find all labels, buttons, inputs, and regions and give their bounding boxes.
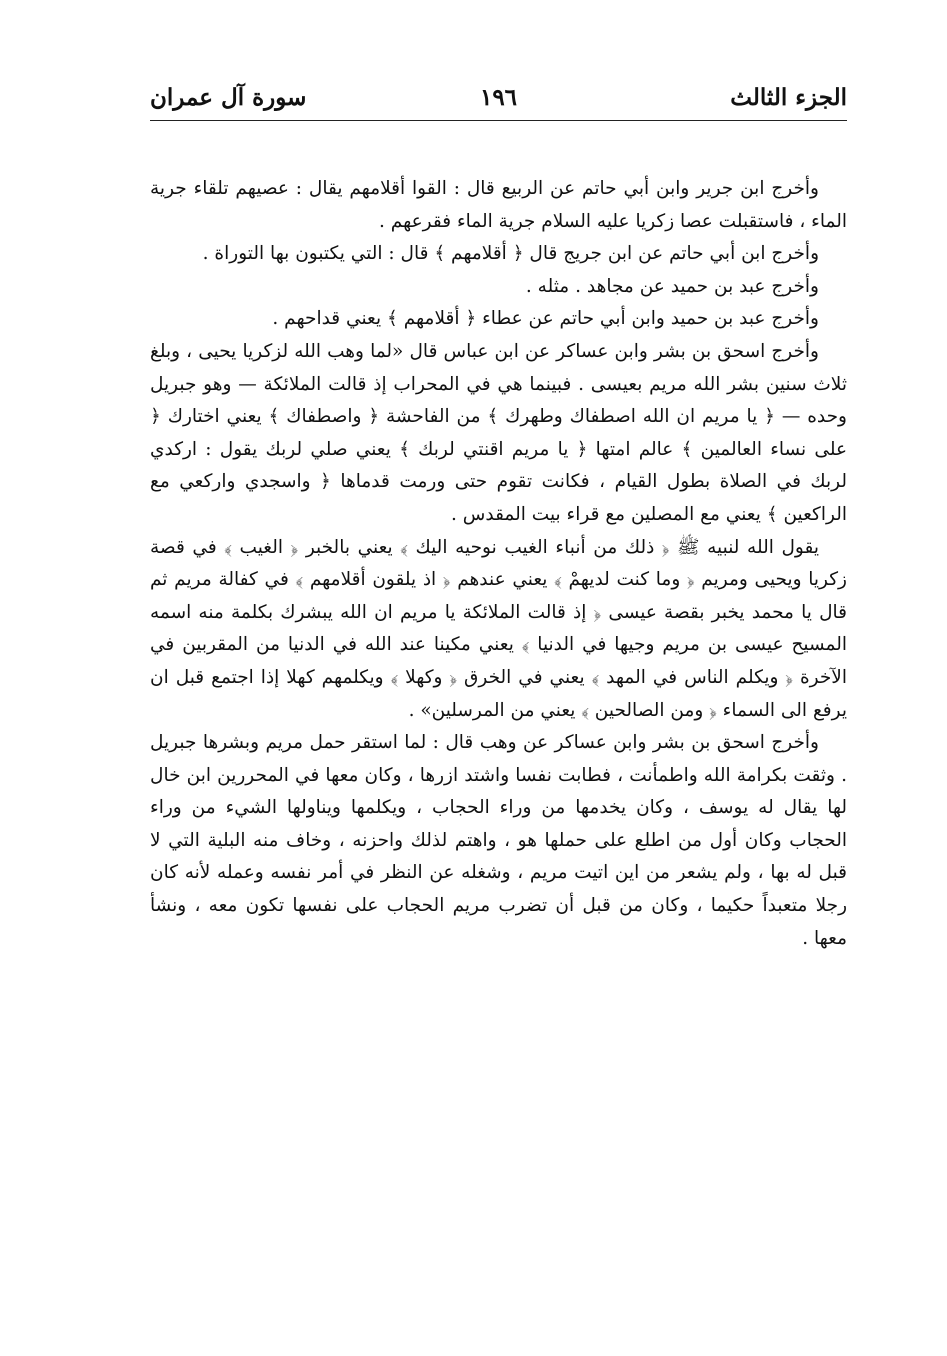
paragraph: وأخرج اسحق بن بشر وابن عساكر عن ابن عباس قال «لما وهب الله لزكريا يحيى ، وبلغ ثلاث سنين بشر الله مريم بعيسى . فبينما هي في المحراب إذ قالت الملائكة — وهو جبريل وحده — ﴿ يا مريم ان الله اصطفاك وطهرك ﴾ من الفاحشة ﴿ واصطفاك ﴾ يعني اختارك ﴿ على نساء العالمين ﴾ عالم امتها ﴿ يا مريم اقنتي لربك ﴾ يعني صلي لربك يقول : اركدي لربك في الصلاة بطول القيام ، فكانت تقوم حتى ورمت قدماها ﴿ واسجدي واركعي مع الراكعين ﴾ يعني مع المصلين مع قراء بيت المقدس . xyxy=(150,340,847,525)
paragraph: يقول الله لنبيه ﷺ ﴿ ذلك من أنباء الغيب نوحيه اليك ﴾ يعني بالخبر ﴿ الغيب ﴾ في قصة زكريا ويحيى ومريم ﴿ وما كنت لديهمْ ﴾ يعني عندهم ﴿ اذ يلقون أقلامهم ﴾ في كفالة مريم ثم قال يا محمد يخبر بقصة عيسى ﴿ إذ قالت الملائكة يا مريم ان الله يبشرك بكلمة منه اسمه المسيح عيسى بن مريم وجيها في الدنيا ﴾ يعني مكينا عند الله في الدنيا من المقربين في الآخرة ﴿ ويكلم الناس في المهد ﴾ يعني في الخرق ﴿ وكهلا ﴾ ويكلمهم كهلا إذا اجتمع قبل ان يرفع الى السماء ﴿ ومن الصالحين ﴾ يعني من المرسلين» . xyxy=(150,536,847,721)
part-title: الجزء الثالث xyxy=(730,84,847,111)
paragraph: وأخرج عبد بن حميد وابن أبي حاتم عن عطاء ﴿ أقلامهم ﴾ يعني قداحهم . xyxy=(272,308,819,330)
page-body xyxy=(150,173,847,955)
paragraph: وأخرج ابن أبي حاتم عن ابن جريج قال ﴿ أقلامهم ﴾ قال : التي يكتبون بها التوراة . xyxy=(202,243,819,265)
book-page xyxy=(150,80,847,955)
paragraph: وأخرج عبد بن حميد عن مجاهد . مثله . xyxy=(525,275,819,297)
paragraph: وأخرج ابن جرير وابن أبي حاتم عن الربيع قال : القوا أقلامهم يقال : عصيهم تلقاء جرية الماء ، فاستقبلت عصا زكريا عليه السلام جرية الماء فقرعهم . xyxy=(150,178,847,232)
page-number: ١٩٦ xyxy=(479,84,518,111)
page-header xyxy=(150,80,847,121)
paragraph: وأخرج اسحق بن بشر وابن عساكر عن وهب قال : لما استقر حمل مريم وبشرها جبريل . وثقت بكرامة الله واطمأنت ، فطابت نفسا واشتد ازرها ، وكان معها في المحررين ابن خال لها يقال له يوسف ، وكان يخدمها من وراء الحجاب ، ويكلمها ويناولها الشيء من وراء الحجاب وكان أول من اطلع على حملها هو ، واهتم لذلك واحزنه ، وخاف منه البلية التي لا قبل له بها ، ولم يشعر من اين اتيت مريم ، وشغله عن النظر في أمر نفسه وعمله لأنه كان رجلا متعبداً حكيما ، وكان من قبل أن تضرب مريم الحجاب على نفسها تكون معه ، ونشأ معها . xyxy=(150,732,847,949)
surah-title: سورة آل عمران xyxy=(150,84,307,111)
